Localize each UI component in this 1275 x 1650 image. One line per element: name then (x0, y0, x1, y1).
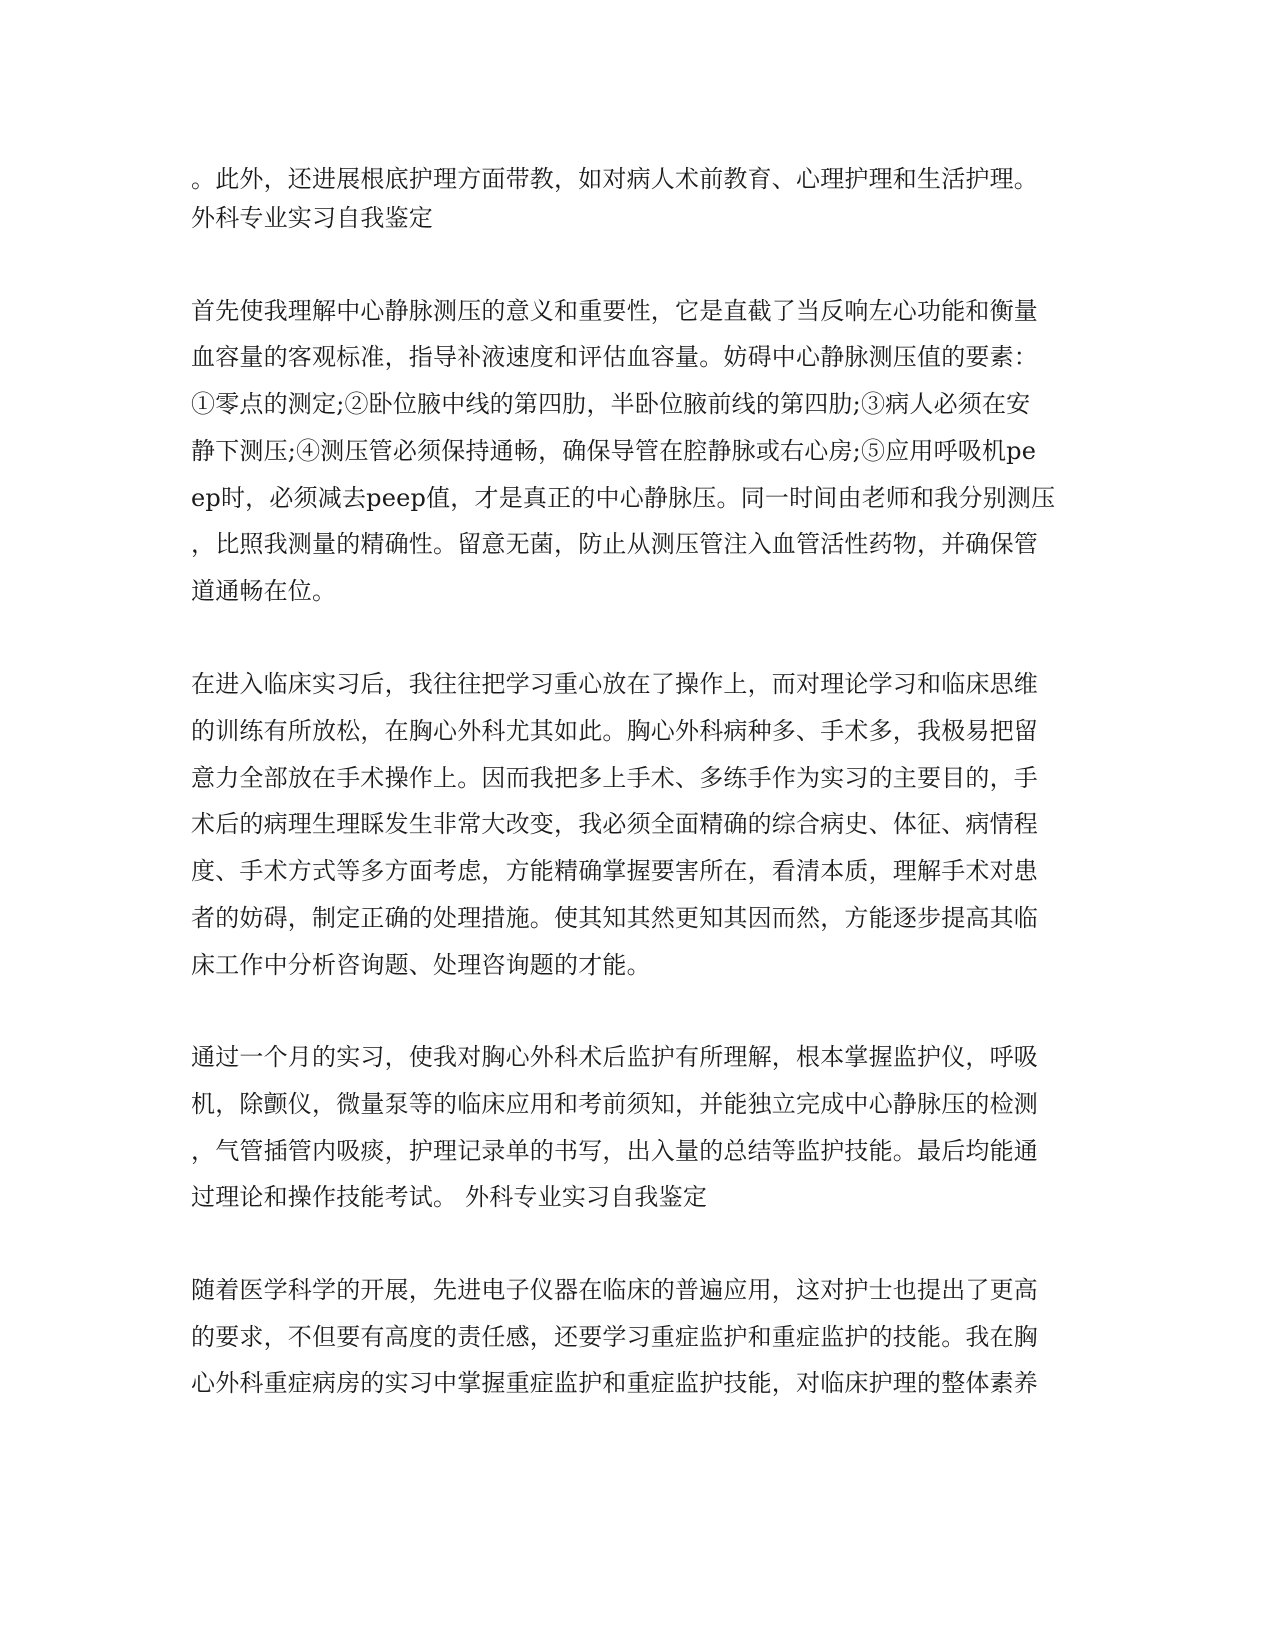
text-line: ，比照我测量的精确性。留意无菌，防止从测压管注入血管活性药物，并确保管 (191, 530, 1038, 558)
text-line: 血容量的客观标准，指导补液速度和评估血容量。妨碍中心静脉测压值的要素： (191, 343, 1038, 371)
text-line: 床工作中分析咨询题、处理咨询题的才能。 (191, 951, 651, 979)
text-line: ①零点的测定;②卧位腋中线的第四肋，半卧位腋前线的第四肋;③病人必须在安 (191, 390, 1031, 418)
text-line: 随着医学科学的开展，先进电子仪器在临床的普遍应用，这对护士也提出了更高 (191, 1276, 1038, 1304)
text-line: 过理论和操作技能考试。 外科专业实习自我鉴定 (191, 1183, 708, 1211)
text-line: 道通畅在位。 (191, 577, 337, 605)
text-line: 首先使我理解中心静脉测压的意义和重要性，它是直截了当反响左心功能和衡量 (191, 297, 1038, 325)
text-line: 意力全部放在手术操作上。因而我把多上手术、多练手作为实习的主要目的，手 (191, 764, 1038, 792)
text-line: 度、手术方式等多方面考虑，方能精确掌握要害所在，看清本质，理解手术对患 (191, 857, 1038, 885)
text-line: 静下测压;④测压管必须保持通畅，确保导管在腔静脉或右心房;⑤应用呼吸机pe (191, 437, 1037, 465)
text-line: 者的妨碍，制定正确的处理措施。使其知其然更知其因而然，方能逐步提高其临 (191, 904, 1038, 932)
text-line: 在进入临床实习后，我往往把学习重心放在了操作上，而对理论学习和临床思维 (191, 670, 1038, 698)
text-line: 通过一个月的实习，使我对胸心外科术后监护有所理解，根本掌握监护仪，呼吸 (191, 1043, 1038, 1071)
text-line: ，气管插管内吸痰，护理记录单的书写，出入量的总结等监护技能。最后均能通 (191, 1137, 1038, 1165)
section-heading: 外科专业实习自我鉴定 (191, 204, 433, 232)
text-line: 术后的病理生理睬发生非常大改变，我必须全面精确的综合病史、体征、病情程 (191, 810, 1038, 838)
text-line: ep时，必须减去peep值，才是真正的中心静脉压。同一时间由老师和我分别测压 (191, 484, 1056, 512)
text-line: 心外科重症病房的实习中掌握重症监护和重症监护技能，对临床护理的整体素养 (191, 1369, 1038, 1397)
text-line: 的要求，不但要有高度的责任感，还要学习重症监护和重症监护的技能。我在胸 (191, 1323, 1038, 1351)
text-line: 的训练有所放松，在胸心外科尤其如此。胸心外科病种多、手术多，我极易把留 (191, 717, 1038, 745)
text-line: 机，除颤仪，微量泵等的临床应用和考前须知，并能独立完成中心静脉压的检测 (191, 1090, 1038, 1118)
text-line: 。此外，还进展根底护理方面带教，如对病人术前教育、心理护理和生活护理。 (191, 165, 1038, 193)
